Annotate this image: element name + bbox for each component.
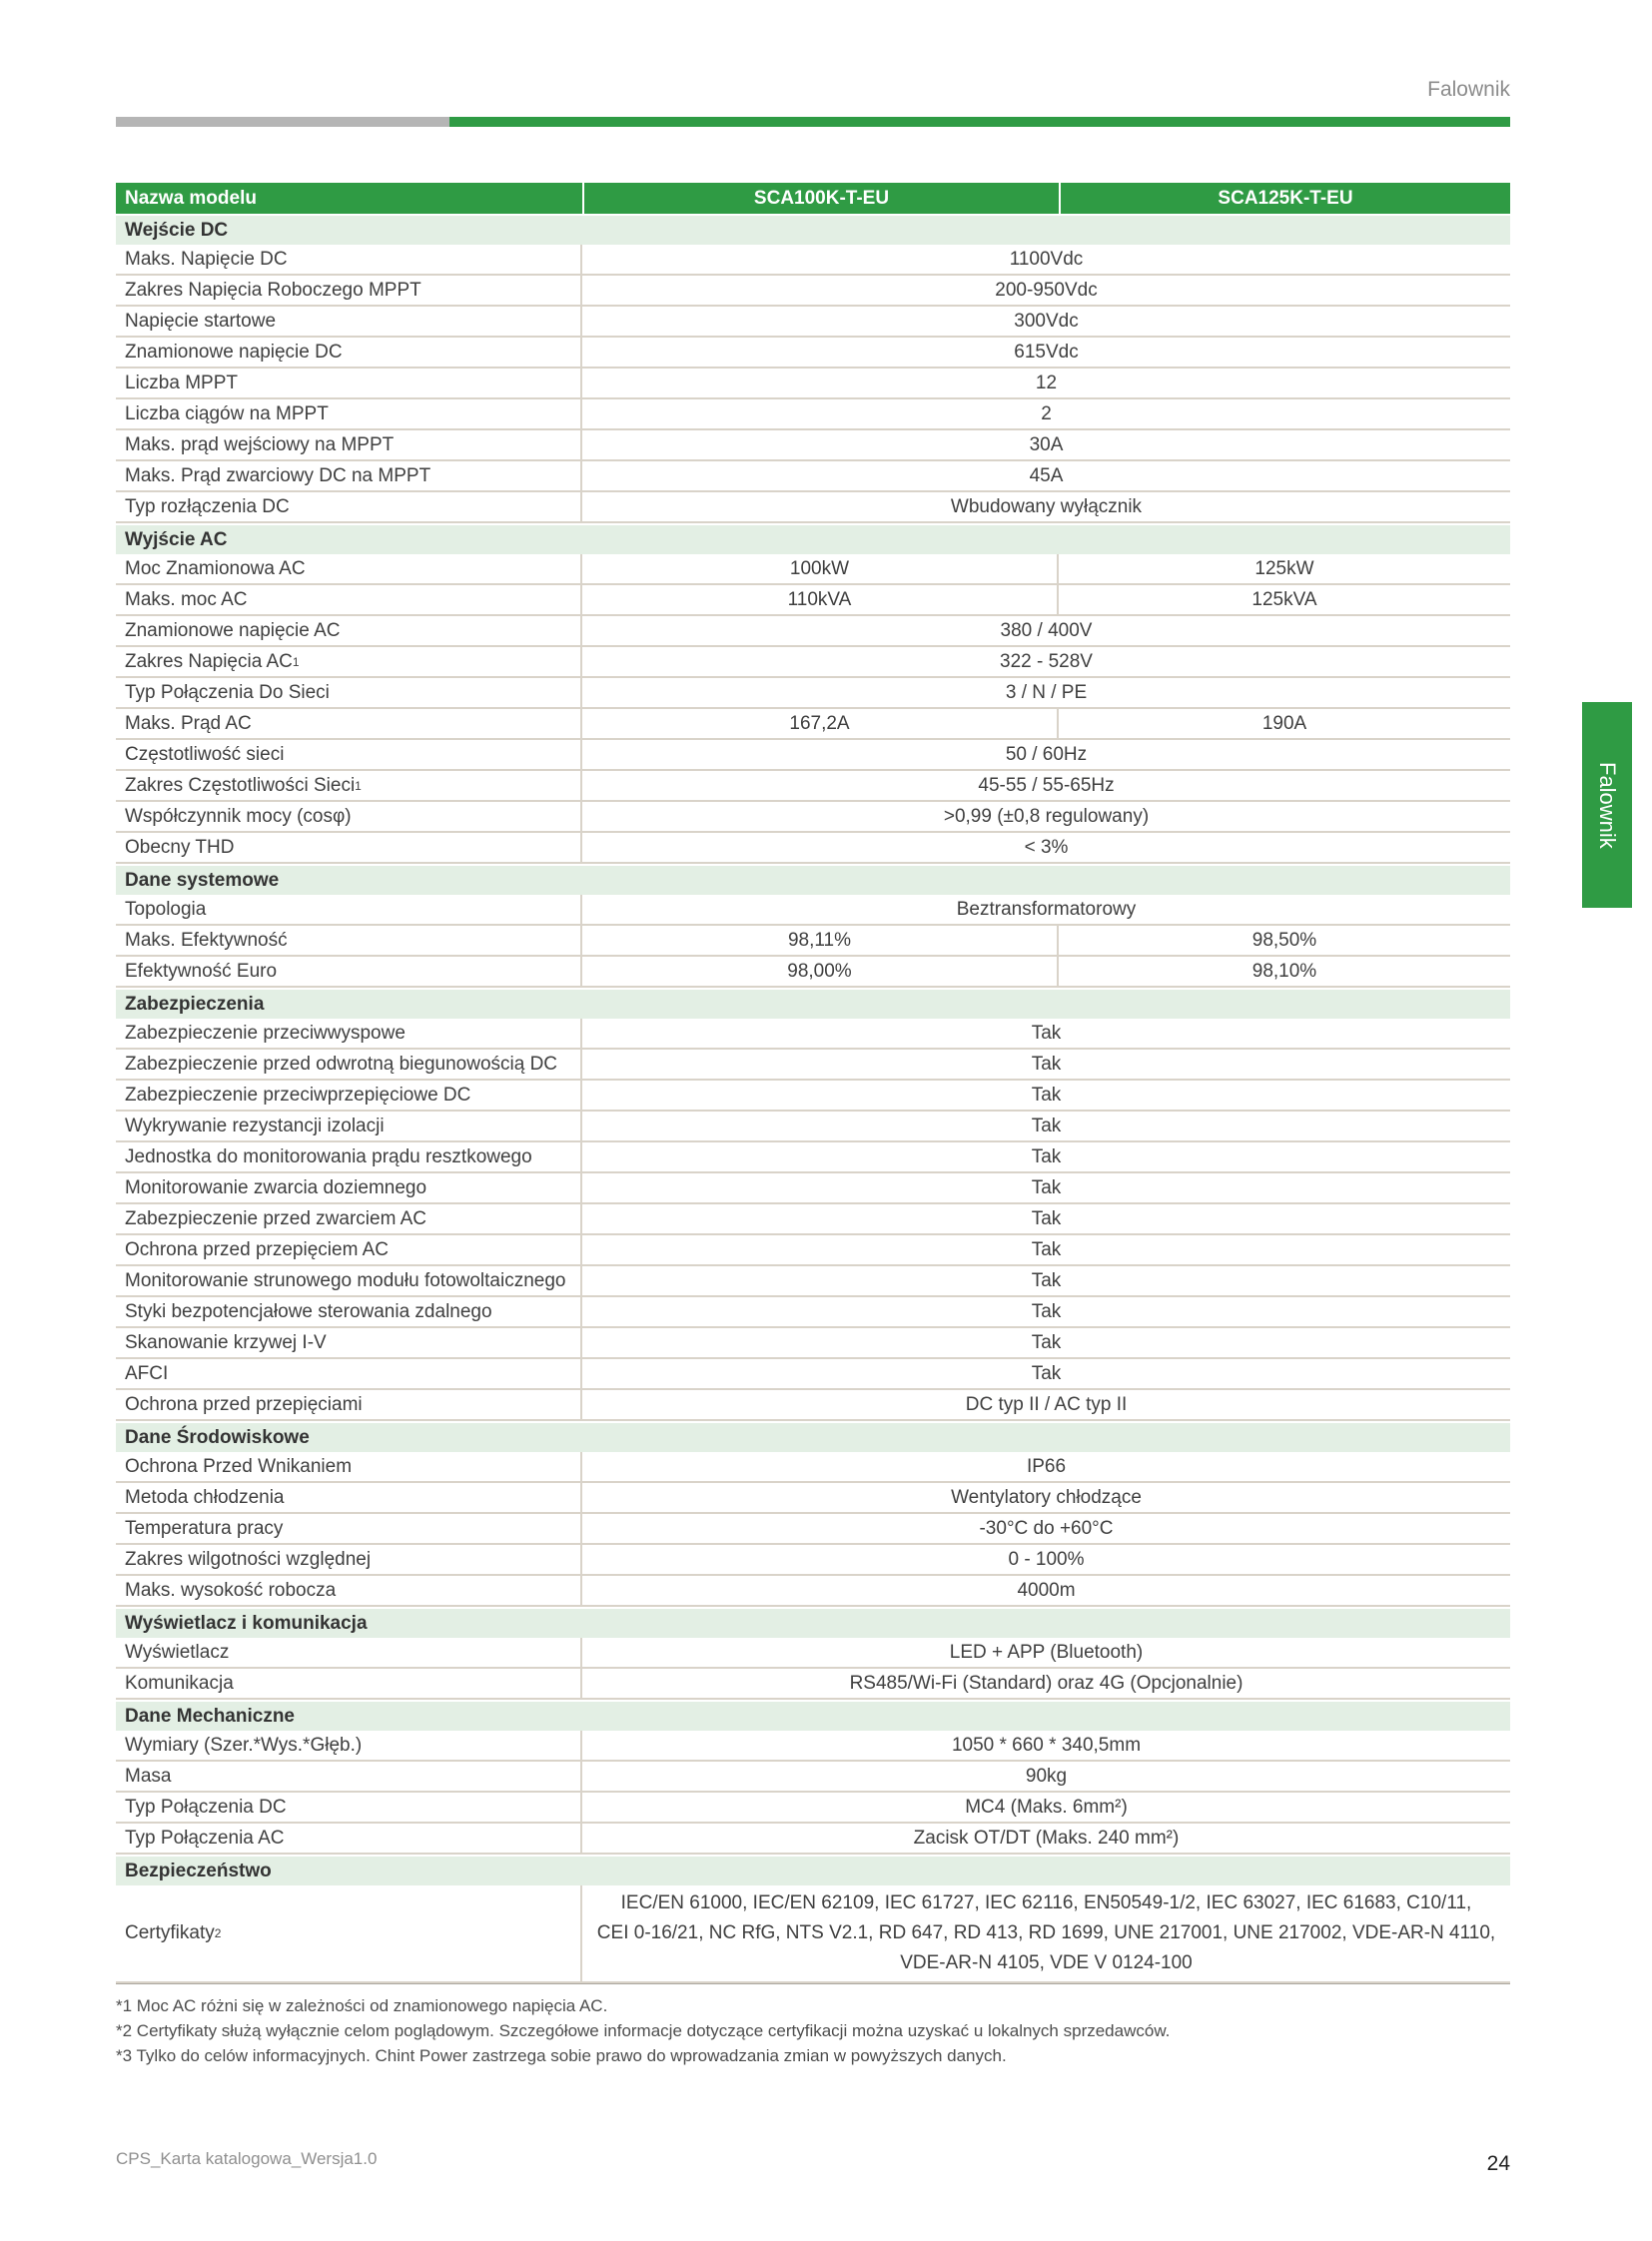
row-label: Liczba ciągów na MPPT xyxy=(116,399,582,428)
row-label: Typ Połączenia AC xyxy=(116,1824,582,1853)
table-row xyxy=(116,802,1510,833)
section-header-row xyxy=(116,990,1510,1019)
table-row xyxy=(116,616,1510,647)
row-label: Styki bezpotencjałowe sterowania zdalnego xyxy=(116,1297,582,1326)
table-row xyxy=(116,399,1510,430)
section-title: Wyjście AC xyxy=(125,528,228,550)
row-value: 380 / 400V xyxy=(1000,619,1093,641)
row-value: LED + APP (Bluetooth) xyxy=(949,1641,1144,1663)
row-value: DC typ II / AC typ II xyxy=(965,1393,1128,1415)
row-label: Częstotliwość sieci xyxy=(116,740,582,769)
page-number: 24 xyxy=(1486,2152,1510,2175)
row-label: Liczba MPPT xyxy=(116,369,582,397)
row-value: 45A xyxy=(1029,464,1064,486)
row-value: MC4 (Maks. 6mm²) xyxy=(965,1796,1128,1818)
table-row xyxy=(116,1328,1510,1359)
row-value: 2 xyxy=(1041,402,1052,424)
row-label: Współczynnik mocy (cosφ) xyxy=(116,802,582,831)
table-row xyxy=(116,1173,1510,1204)
section-header-row xyxy=(116,1702,1510,1731)
column-header-model: Nazwa modelu xyxy=(125,187,257,209)
row-label: Napięcie startowe xyxy=(116,307,582,336)
footnote: *3 Tylko do celów informacyjnych. Chint Power zastrzega sobie prawo do wprowadzania zmian w powyższych danych. xyxy=(116,2046,1007,2065)
table-row xyxy=(116,1545,1510,1576)
row-value: Tak xyxy=(1031,1022,1062,1044)
section-header-row xyxy=(116,1423,1510,1452)
table-row xyxy=(116,647,1510,678)
row-value: RS485/Wi-Fi (Standard) oraz 4G (Opcjonalnie) xyxy=(849,1672,1243,1694)
table-row xyxy=(116,369,1510,399)
row-value: 1050 * 660 * 340,5mm xyxy=(951,1734,1142,1756)
row-value: 0 - 100% xyxy=(1008,1548,1085,1570)
row-label: Maks. Efektywność xyxy=(116,926,582,955)
row-value: Wentylatory chłodzące xyxy=(951,1486,1142,1508)
table-row xyxy=(116,1452,1510,1483)
row-label: Maks. moc AC xyxy=(116,585,582,614)
table-row xyxy=(116,740,1510,771)
section-title: Bezpieczeństwo xyxy=(125,1860,272,1881)
table-row xyxy=(116,1266,1510,1297)
table-row xyxy=(116,1235,1510,1266)
row-label: Maks. prąd wejściowy na MPPT xyxy=(116,430,582,459)
row-label: Zakres wilgotności względnej xyxy=(116,1545,582,1574)
table-row xyxy=(116,1297,1510,1328)
column-header-sca100k: SCA100K-T-EU xyxy=(582,183,1059,214)
row-label: Maks. wysokość robocza xyxy=(116,1576,582,1605)
table-row xyxy=(116,1050,1510,1081)
table-row xyxy=(116,1576,1510,1607)
section-header-row xyxy=(116,1857,1510,1885)
table-row xyxy=(116,307,1510,338)
table-row xyxy=(116,585,1510,616)
table-row xyxy=(116,1081,1510,1112)
table-row xyxy=(116,1669,1510,1700)
row-value: IEC/EN 61000, IEC/EN 62109, IEC 61727, IEC 62116, EN50549-1/2, IEC 63027, IEC 61683, C10/11, CEI 0-16/21, NC RfG, NTS V2.1, RD 647, RD 413, RD 1699, UNE 217001, UNE 217002, VDE-AR-N 4110, VDE-AR-N 4105, VDE V 0124-100 xyxy=(596,1892,1496,1973)
row-label: Efektywność Euro xyxy=(116,957,582,986)
row-value: < 3% xyxy=(1024,836,1069,858)
row-value: 30A xyxy=(1029,433,1064,455)
row-value: 4000m xyxy=(1017,1579,1076,1601)
row-value: 90kg xyxy=(1025,1765,1068,1787)
row-value: >0,99 (±0,8 regulowany) xyxy=(943,805,1150,827)
row-label: Znamionowe napięcie DC xyxy=(116,338,582,367)
row-value: Tak xyxy=(1031,1331,1062,1353)
row-label: Certyfikaty 2 xyxy=(116,1885,582,1981)
row-label: Zabezpieczenie przed odwrotną biegunowością DC xyxy=(116,1050,582,1079)
row-label: AFCI xyxy=(116,1359,582,1388)
row-label: Monitorowanie strunowego modułu fotowoltaicznego xyxy=(116,1266,582,1295)
document-version-label: CPS_Karta katalogowa_Wersja1.0 xyxy=(116,2149,378,2168)
row-label: Ochrona przed przepięciami xyxy=(116,1390,582,1419)
table-row xyxy=(116,1142,1510,1173)
section-title: Wejście DC xyxy=(125,219,229,241)
footnote: *1 Moc AC różni się w zależności od znamionowego napięcia AC. xyxy=(116,1996,608,2015)
spec-table-body xyxy=(116,216,1510,1983)
row-value: 322 - 528V xyxy=(1000,650,1093,672)
row-value: 200-950Vdc xyxy=(995,279,1098,301)
row-value: Tak xyxy=(1031,1207,1062,1229)
table-row xyxy=(116,338,1510,369)
row-label: Zabezpieczenie przeciwprzepięciowe DC xyxy=(116,1081,582,1110)
row-label: Maks. Prąd AC xyxy=(116,709,582,738)
section-title: Wyświetlacz i komunikacja xyxy=(125,1612,368,1634)
row-value: Tak xyxy=(1031,1115,1062,1136)
section-header-row xyxy=(116,216,1510,245)
row-label: Zakres Napięcia Roboczego MPPT xyxy=(116,276,582,305)
row-label: Wymiary (Szer.*Wys.*Głęb.) xyxy=(116,1731,582,1760)
row-value: 190A xyxy=(1261,712,1307,734)
table-row xyxy=(116,1824,1510,1855)
section-header-row xyxy=(116,525,1510,554)
table-row xyxy=(116,926,1510,957)
row-label: Moc Znamionowa AC xyxy=(116,554,582,583)
row-value: 615Vdc xyxy=(1014,341,1079,363)
row-value: 98,50% xyxy=(1251,929,1317,951)
row-label: Maks. Prąd zwarciowy DC na MPPT xyxy=(116,461,582,490)
row-label: Ochrona przed przepięciem AC xyxy=(116,1235,582,1264)
section-header-row xyxy=(116,866,1510,895)
table-row xyxy=(116,678,1510,709)
table-row xyxy=(116,1112,1510,1142)
header-rule xyxy=(116,117,1510,127)
row-value: Wbudowany wyłącznik xyxy=(950,495,1143,517)
table-row xyxy=(116,1793,1510,1824)
table-row xyxy=(116,1204,1510,1235)
row-label: Zabezpieczenie przed zwarciem AC xyxy=(116,1204,582,1233)
header-rule-green-segment xyxy=(449,117,1510,127)
table-row xyxy=(116,833,1510,864)
row-label: Wykrywanie rezystancji izolacji xyxy=(116,1112,582,1140)
row-label: Komunikacja xyxy=(116,1669,582,1698)
row-label: Metoda chłodzenia xyxy=(116,1483,582,1512)
row-value: 1100Vdc xyxy=(1009,248,1084,270)
footnote: *2 Certyfikaty służą wyłącznie celom poglądowym. Szczegółowe informacje dotyczące certyfikacji można uzyskać u lokalnych sprzedawców. xyxy=(116,2021,1171,2040)
table-row xyxy=(116,1762,1510,1793)
table-row xyxy=(116,957,1510,988)
row-value: Tak xyxy=(1031,1053,1062,1075)
table-row xyxy=(116,492,1510,523)
row-label: Zakres Częstotliwości Sieci 1 xyxy=(116,771,582,800)
row-value: Tak xyxy=(1031,1145,1062,1167)
row-value: 167,2A xyxy=(582,709,1059,738)
row-value: Tak xyxy=(1031,1176,1062,1198)
row-value: 300Vdc xyxy=(1014,310,1079,332)
row-value: 98,11% xyxy=(582,926,1059,955)
section-title: Dane systemowe xyxy=(125,869,280,891)
row-label: Ochrona Przed Wnikaniem xyxy=(116,1452,582,1481)
row-value: 125kVA xyxy=(1251,588,1317,610)
row-value: Beztransformatorowy xyxy=(956,898,1137,920)
table-row xyxy=(116,771,1510,802)
table-row xyxy=(116,430,1510,461)
row-label: Skanowanie krzywej I-V xyxy=(116,1328,582,1357)
row-label: Znamionowe napięcie AC xyxy=(116,616,582,645)
row-value: -30°C do +60°C xyxy=(979,1517,1114,1539)
section-title: Dane Środowiskowe xyxy=(125,1426,310,1448)
row-value: 3 / N / PE xyxy=(1005,681,1088,703)
table-row xyxy=(116,554,1510,585)
row-label: Zakres Napięcia AC 1 xyxy=(116,647,582,676)
header-rule-gray-segment xyxy=(116,117,449,127)
row-value: Tak xyxy=(1031,1362,1062,1384)
row-label: Monitorowanie zwarcia doziemnego xyxy=(116,1173,582,1202)
side-tab-falownik: Falownik xyxy=(1582,702,1632,908)
row-label: Obecny THD xyxy=(116,833,582,862)
table-row xyxy=(116,1483,1510,1514)
table-row xyxy=(116,461,1510,492)
row-label: Jednostka do monitorowania prądu resztkowego xyxy=(116,1142,582,1171)
row-label: Topologia xyxy=(116,895,582,924)
table-row xyxy=(116,1731,1510,1762)
row-value: 45-55 / 55-65Hz xyxy=(978,774,1115,796)
section-title: Dane Mechaniczne xyxy=(125,1705,295,1727)
row-value: Tak xyxy=(1031,1269,1062,1291)
row-value: Tak xyxy=(1031,1300,1062,1322)
row-label: Zabezpieczenie przeciwwyspowe xyxy=(116,1019,582,1048)
row-value: IP66 xyxy=(1026,1455,1067,1477)
row-value: 110kVA xyxy=(582,585,1059,614)
table-row xyxy=(116,1359,1510,1390)
table-row xyxy=(116,709,1510,740)
row-value: Tak xyxy=(1031,1084,1062,1106)
section-title: Zabezpieczenia xyxy=(125,993,265,1015)
table-row xyxy=(116,1885,1510,1983)
row-label: Wyświetlacz xyxy=(116,1638,582,1667)
row-label: Typ rozłączenia DC xyxy=(116,492,582,521)
page-header-label: Falownik xyxy=(1427,78,1510,101)
spec-table xyxy=(116,183,1510,1984)
row-label: Masa xyxy=(116,1762,582,1791)
row-value: Tak xyxy=(1031,1238,1062,1260)
table-row xyxy=(116,1514,1510,1545)
table-row xyxy=(116,276,1510,307)
table-row xyxy=(116,1638,1510,1669)
row-label: Maks. Napięcie DC xyxy=(116,245,582,274)
section-header-row xyxy=(116,1609,1510,1638)
table-row xyxy=(116,895,1510,926)
row-value: 12 xyxy=(1035,372,1058,393)
row-value: 50 / 60Hz xyxy=(1005,743,1088,765)
column-header-sca125k: SCA125K-T-EU xyxy=(1059,183,1510,214)
row-value: Zacisk OT/DT (Maks. 240 mm²) xyxy=(913,1827,1180,1849)
row-label: Typ Połączenia DC xyxy=(116,1793,582,1822)
table-row xyxy=(116,1019,1510,1050)
footnotes xyxy=(116,1993,1510,2068)
row-value: 100kW xyxy=(582,554,1059,583)
row-label: Temperatura pracy xyxy=(116,1514,582,1543)
row-value: 98,00% xyxy=(582,957,1059,986)
row-value: 125kW xyxy=(1254,557,1314,579)
row-label: Typ Połączenia Do Sieci xyxy=(116,678,582,707)
table-header-row xyxy=(116,183,1510,214)
table-row xyxy=(116,245,1510,276)
row-value: 98,10% xyxy=(1251,960,1317,982)
table-row xyxy=(116,1390,1510,1421)
